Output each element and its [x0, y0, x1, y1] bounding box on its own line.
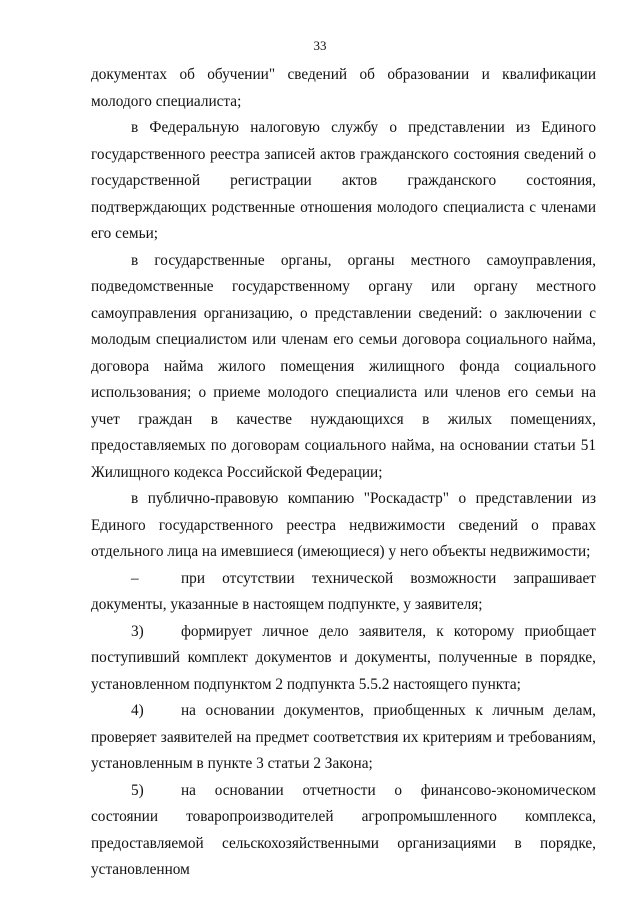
list-item-text: при отсутствии технической возможности запрашивает документы, указанные в настоящем подпункте, у заявителя; — [91, 569, 596, 613]
list-item-dash — [91, 566, 596, 619]
paragraph-roskadastr: в публично-правовую компанию "Роскадастр" о представлении из Единого государственного реестра недвижимости сведений о правах отдельного лица на имевшиеся (имеющиеся) у него объекты недвижимости; — [91, 490, 596, 560]
list-marker: – — [131, 569, 139, 587]
list-marker: 5) — [131, 781, 144, 799]
list-item-5 — [91, 778, 596, 884]
paragraph-continuation: документах об обучении" сведений об образовании и квалификации молодого специалиста; — [91, 66, 596, 110]
list-item-text: на основании отчетности о финансово-экономическом состоянии товаропроизводителей агропромышленного комплекса, предоставляемой сельскохозяйственными организациями в порядке, установленном — [91, 781, 596, 878]
list-item-3 — [91, 619, 596, 699]
paragraph-tax-service: в Федеральную налоговую службу о представлении из Единого государственного реестра записей актов гражданского состояния сведений о государственной регистрации актов гражданского состояния, подтверждающих родственные отношения молодого специалиста с членами его семьи; — [91, 119, 596, 242]
list-marker: 3) — [131, 622, 144, 640]
list-item-4 — [91, 698, 596, 778]
list-item-text: на основании документов, приобщенных к личным делам, проверяет заявителей на предмет соответствия их критериям и требованиям, установленным в пункте 3 статьи 2 Закона; — [91, 702, 596, 772]
list-item-text: формирует личное дело заявителя, к которому приобщает поступивший комплект документов и документы, полученные в порядке, установленном подпунктом 2 подпункта 5.5.2 настоящего пункта; — [91, 622, 596, 693]
list-marker: 4) — [131, 702, 144, 719]
document-body — [91, 62, 596, 884]
page-number: 33 — [313, 38, 327, 53]
paragraph-state-bodies: в государственные органы, органы местного самоуправления, подведомственные государственному органу или органу местного самоуправления организацию, о представлении сведений: о заключении с молодым специалистом или членам его семьи договора социального найма, договора найма жилого помещения жилищного фонда социального использования; о приеме молодого специалиста или членов его семьи на учет граждан в качестве нуждающихся в жилых помещениях, предоставляемых по договорам социального найма, на основании статьи 51 Жилищного кодекса Российской Федерации; — [91, 251, 596, 481]
